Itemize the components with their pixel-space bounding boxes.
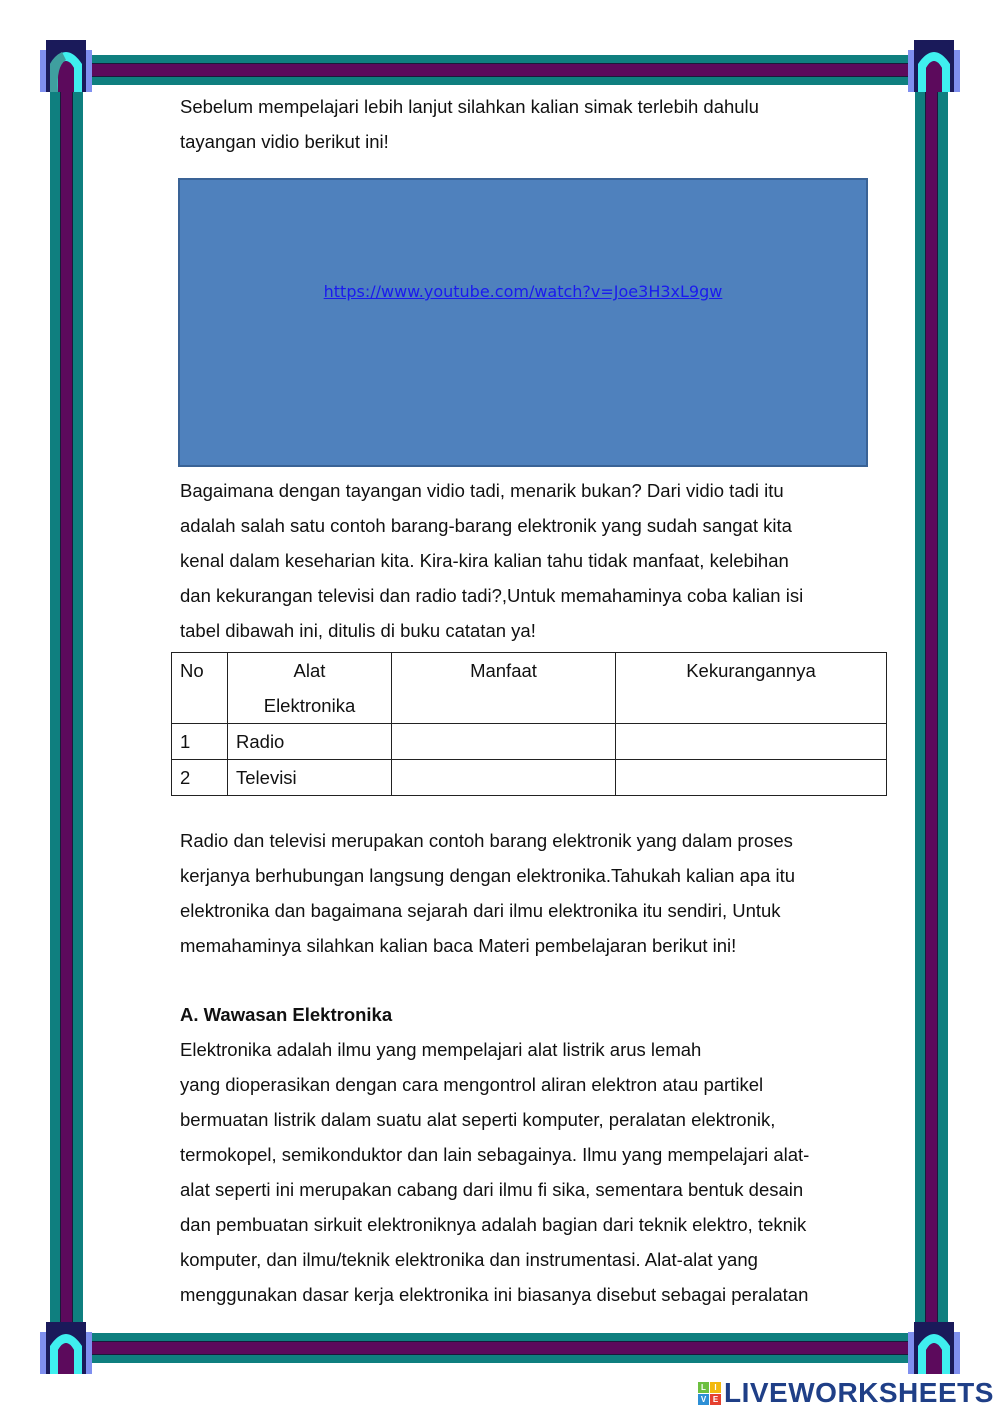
- text-line: tayangan vidio berikut ini!: [180, 131, 389, 152]
- table-header-row: [172, 653, 887, 724]
- cell-no: 2: [172, 760, 228, 796]
- cell-kekurangan: [616, 724, 887, 760]
- text-line: bermuatan listrik dalam suatu alat seperti komputer, peralatan elektronik,: [180, 1109, 776, 1130]
- border-top: [60, 55, 940, 85]
- cell-alat: Televisi: [228, 760, 392, 796]
- logo-text: LIVEWORKSHEETS: [724, 1377, 994, 1408]
- text-line: elektronika dan bagaimana sejarah dari ilmu elektronika itu sendiri, Untuk: [180, 900, 781, 921]
- paragraph-2: [180, 823, 880, 963]
- paragraph-3: [180, 1032, 900, 1312]
- section-title: A. Wawasan Elektronika: [180, 1004, 393, 1025]
- cell-alat: Radio: [228, 724, 392, 760]
- logo-squares-icon: [698, 1382, 721, 1405]
- liveworksheets-logo: [698, 1377, 994, 1409]
- text-line: komputer, dan ilmu/teknik elektronika dan instrumentasi. Alat-alat yang: [180, 1249, 758, 1270]
- text-line: termokopel, semikonduktor dan lain sebagainya. Ilmu yang mempelajari alat-: [180, 1144, 810, 1165]
- text-line: kenal dalam keseharian kita. Kira-kira kalian tahu tidak manfaat, kelebihan: [180, 550, 789, 571]
- paragraph-1: [180, 473, 880, 648]
- intro-paragraph: [180, 89, 880, 159]
- text-line: Radio dan televisi merupakan contoh barang elektronik yang dalam proses: [180, 830, 793, 851]
- text-line: yang dioperasikan dengan cara mengontrol aliran elektron atau partikel: [180, 1074, 764, 1095]
- video-box: [178, 178, 868, 467]
- border-left: [50, 70, 83, 1350]
- text-line: Sebelum mempelajari lebih lanjut silahkan kalian simak terlebih dahulu: [180, 96, 759, 117]
- cell-manfaat: [392, 760, 616, 796]
- text-line: tabel dibawah ini, ditulis di buku catatan ya!: [180, 620, 536, 641]
- text-line: kerjanya berhubungan langsung dengan elektronika.Tahukah kalian apa itu: [180, 865, 796, 886]
- border-right: [915, 70, 948, 1350]
- text-line: dan pembuatan sirkuit elektroniknya adalah bagian dari teknik elektro, teknik: [180, 1214, 807, 1235]
- arch-corner-icon: [908, 1322, 960, 1374]
- text-line: adalah salah satu contoh barang-barang elektronik yang sudah sangat kita: [180, 515, 792, 536]
- arch-corner-icon: [40, 1322, 92, 1374]
- border-bottom: [60, 1333, 940, 1363]
- text-line: alat seperti ini merupakan cabang dari ilmu fi sika, sementara bentuk desain: [180, 1179, 804, 1200]
- text-line: dan kekurangan televisi dan radio tadi?,Untuk memahaminya coba kalian isi: [180, 585, 804, 606]
- text-line: menggunakan dasar kerja elektronika ini biasanya disebut sebagai peralatan: [180, 1284, 809, 1305]
- text-line: Bagaimana dengan tayangan vidio tadi, menarik bukan? Dari vidio tadi itu: [180, 480, 784, 501]
- logo-letter: I: [710, 1382, 721, 1393]
- logo-letter: E: [710, 1394, 721, 1405]
- cell-no: 1: [172, 724, 228, 760]
- table-row: [172, 724, 887, 760]
- text-line: memahaminya silahkan kalian baca Materi pembelajaran berikut ini!: [180, 935, 737, 956]
- arch-corner-icon: [908, 40, 960, 92]
- header-alat: [228, 653, 392, 724]
- video-link[interactable]: https://www.youtube.com/watch?v=Joe3H3xL9gw: [323, 282, 723, 301]
- header-manfaat: Manfaat: [392, 653, 616, 724]
- header-text: Alat: [293, 660, 326, 681]
- table-row: [172, 760, 887, 796]
- cell-manfaat: [392, 724, 616, 760]
- arch-corner-icon: [40, 40, 92, 92]
- cell-kekurangan: [616, 760, 887, 796]
- text-line: Elektronika adalah ilmu yang mempelajari alat listrik arus lemah: [180, 1039, 702, 1060]
- logo-letter: V: [698, 1394, 709, 1405]
- logo-letter: L: [698, 1382, 709, 1393]
- header-kekurangan: Kekurangannya: [616, 653, 887, 724]
- header-text: Elektronika: [263, 695, 356, 716]
- electronics-table: [171, 652, 887, 796]
- header-no: No: [172, 653, 228, 724]
